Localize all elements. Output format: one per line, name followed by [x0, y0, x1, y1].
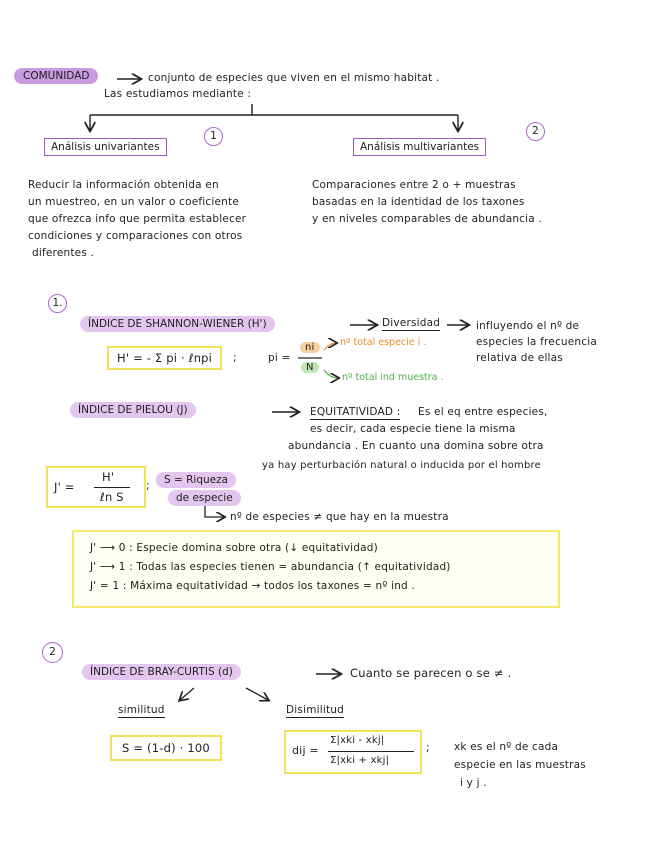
case-line: J' ⟶ 0 : Especie domina sobre otra (↓ equitatividad): [90, 542, 378, 554]
univariate-analysis-box: [44, 138, 167, 156]
separator: ;: [233, 352, 237, 364]
univariate-label: Análisis univariantes: [51, 141, 160, 153]
riqueza-note: nº de especies ≠ que hay en la muestra: [230, 511, 449, 523]
fraction-bar: [328, 751, 414, 752]
univariate-description: [28, 177, 246, 262]
case-line: J' ⟶ 1 : Todas las especies tienen = abundancia (↑ equitatividad): [90, 561, 451, 573]
xk-note-line: especie en las muestras: [454, 759, 586, 771]
disimilitud-formula-box: [284, 730, 422, 774]
similitud-label: similitud: [118, 704, 165, 716]
separator: ;: [146, 480, 150, 492]
comunidad-label: [14, 68, 98, 84]
riqueza-line2: [168, 490, 241, 506]
riqueza-text-2: de especie: [176, 492, 233, 504]
section-1-badge: 1.: [48, 294, 67, 313]
dis-numerator: Σ|xki - xkj|: [330, 735, 385, 746]
multivariate-label: Análisis multivariantes: [360, 141, 480, 153]
shannon-title-text: ÍNDICE DE SHANNON-WIENER (H'): [88, 318, 267, 330]
uni-desc-line: que ofrezca info que permita establecer: [28, 213, 247, 225]
uni-desc-line: Reducir la información obtenida en: [28, 179, 219, 191]
case-line: J' = 1 : Máxima equitatividad → todos los taxones = nº ind .: [90, 580, 415, 592]
pielou-cases-box: [72, 530, 560, 608]
dis-lhs: dij =: [292, 744, 319, 757]
disimilitud-label: Disimilitud: [286, 704, 345, 716]
multivariate-description: [312, 177, 542, 228]
number-1-badge: 1: [204, 127, 223, 146]
pielou-title: [70, 402, 196, 418]
shannon-note-line: especies la frecuencia: [476, 336, 598, 348]
multi-desc-line: basadas en la identidad de los taxones: [312, 196, 525, 208]
pielou-lhs: J' =: [54, 480, 75, 494]
multivariate-analysis-box: [353, 138, 486, 156]
shannon-note-line: relativa de ellas: [476, 352, 563, 364]
xk-note: [454, 738, 586, 792]
N-note: nº total ind muestra .: [342, 372, 444, 383]
shannon-title: [80, 316, 275, 332]
riqueza-text: S = Riqueza: [164, 474, 229, 486]
shannon-formula: H' = - Σ pi · ℓnpi: [107, 346, 222, 370]
xk-note-line: xk es el nº de cada: [454, 741, 559, 753]
number-2-badge: 2: [526, 122, 545, 141]
uni-desc-line: un muestreo, en un valor o coeficiente: [28, 196, 239, 208]
pielou-numerator: H': [102, 470, 115, 484]
bray-curtis-desc: Cuanto se parecen o se ≠ .: [350, 666, 512, 680]
N-term: N: [301, 362, 319, 373]
fraction-bar: [94, 487, 130, 488]
comunidad-study-line: Las estudiamos mediante :: [104, 88, 252, 100]
pielou-title-text: ÍNDICE DE PIELOU (J): [78, 404, 188, 416]
shannon-note-line: influyendo el nº de: [476, 320, 580, 332]
dis-denominator: Σ|xki + xkj|: [330, 755, 390, 766]
riqueza-line1: [156, 472, 236, 488]
shannon-note: [476, 318, 597, 366]
ni-term: ni: [300, 342, 320, 353]
pielou-desc-line2: es decir, cada especie tiene la misma: [310, 423, 516, 435]
equitatividad-label: EQUITATIVIDAD :: [310, 406, 401, 418]
bray-curtis-title-text: ÍNDICE DE BRAY-CURTIS (d): [90, 666, 233, 678]
multi-desc-line: Comparaciones entre 2 o + muestras: [312, 179, 516, 191]
section-2-badge: 2: [42, 642, 63, 663]
pielou-denominator: ℓn S: [100, 490, 124, 504]
similitud-formula: S = (1-d) · 100: [110, 735, 222, 761]
xk-note-line: i y j .: [460, 777, 487, 789]
bray-curtis-title: [82, 664, 241, 680]
comunidad-definition: conjunto de especies que viven en el mismo habitat .: [148, 72, 440, 84]
pielou-desc-line3: abundancia . En cuanto una domina sobre otra: [288, 440, 544, 452]
pielou-desc-line1: Es el eq entre especies,: [418, 406, 548, 418]
comunidad-text: COMUNIDAD: [23, 70, 90, 82]
ni-note: nº total especie i .: [340, 337, 427, 348]
pielou-formula-box: [46, 466, 146, 508]
separator: ;: [426, 742, 430, 754]
uni-desc-line: diferentes .: [32, 247, 95, 259]
uni-desc-line: condiciones y comparaciones con otros: [28, 230, 243, 242]
diversidad-label: Diversidad: [382, 317, 441, 329]
pi-label: pi =: [268, 352, 291, 364]
pielou-desc-line4: ya hay perturbación natural o inducida por el hombre: [262, 460, 541, 471]
multi-desc-line: y en niveles comparables de abundancia .: [312, 213, 542, 225]
